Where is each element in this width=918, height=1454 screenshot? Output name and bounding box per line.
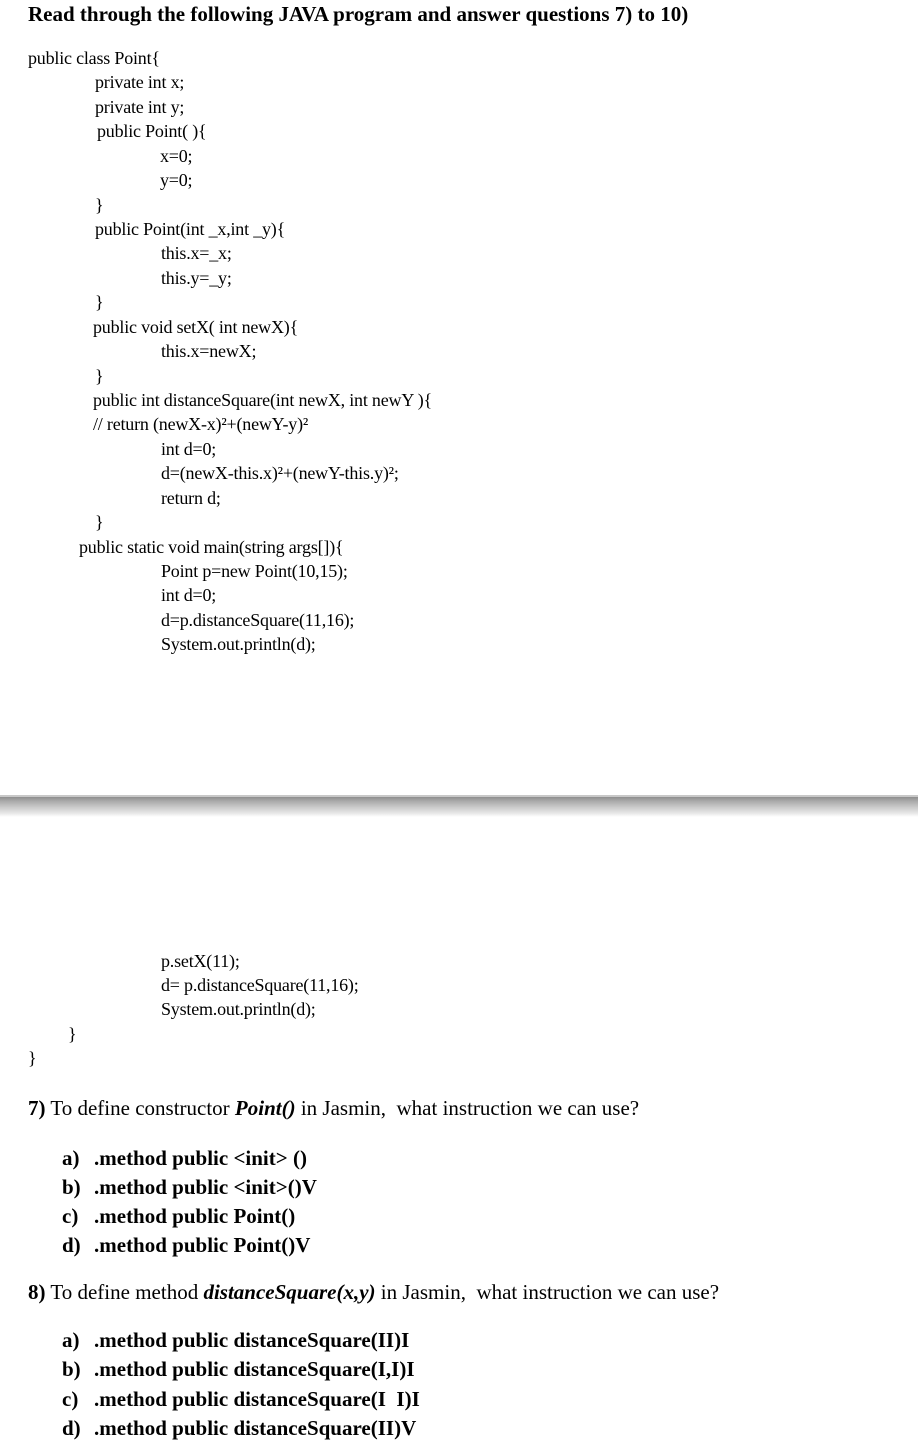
option-letter: d) [62, 1416, 81, 1440]
question-text: in Jasmin, what instruction we can use? [375, 1280, 720, 1304]
code-line: public Point(int _x,int _y){ [95, 219, 286, 239]
option-text: .method public distanceSquare(II)I [94, 1328, 410, 1352]
code-line: public int distanceSquare(int newX, int newY ){ [93, 390, 432, 410]
code-line: Point p=new Point(10,15); [161, 561, 348, 581]
page-divider [0, 797, 918, 817]
question-7 [28, 1094, 639, 1122]
code-line: } [95, 366, 104, 386]
option-text: .method public distanceSquare(I I)I [94, 1387, 420, 1411]
q8-option-a [62, 1326, 409, 1354]
option-letter: c) [62, 1387, 79, 1411]
option-text: .method public <init> () [94, 1146, 307, 1170]
code-line: } [95, 195, 104, 215]
option-letter: a) [62, 1146, 80, 1170]
code-line: p.setX(11); [161, 951, 240, 971]
option-text: .method public Point()V [94, 1233, 311, 1257]
instructions-heading: Read through the following JAVA program and answer questions 7) to 10) [28, 2, 689, 26]
q7-option-a [62, 1144, 307, 1172]
option-letter: b) [62, 1175, 81, 1199]
code-line: this.y=_y; [161, 268, 232, 288]
q8-option-c [62, 1385, 420, 1413]
code-line: // return (newX-x)²+(newY-y)² [93, 414, 309, 434]
option-text: .method public <init>()V [94, 1175, 317, 1199]
code-line: d= p.distanceSquare(11,16); [161, 975, 359, 995]
question-text: in Jasmin, what instruction we can use? [295, 1096, 640, 1120]
code-line: public Point( ){ [97, 121, 207, 141]
q7-option-b [62, 1173, 317, 1201]
option-letter: a) [62, 1328, 80, 1352]
question-text: To define constructor [45, 1096, 235, 1120]
question-number: 7) [28, 1096, 46, 1120]
q7-option-c [62, 1202, 295, 1230]
code-line: x=0; [160, 146, 193, 166]
question-text: To define method [45, 1280, 204, 1304]
code-line: private int x; [95, 72, 185, 92]
code-line: public static void main(string args[]){ [79, 537, 344, 557]
code-line: } [28, 1048, 37, 1068]
code-line: d=p.distanceSquare(11,16); [161, 610, 355, 630]
code-line: y=0; [160, 170, 193, 190]
code-line: } [68, 1024, 77, 1044]
code-line: this.x=_x; [161, 243, 232, 263]
code-line: int d=0; [161, 585, 217, 605]
option-text: .method public distanceSquare(I,I)I [94, 1357, 415, 1381]
q7-option-d [62, 1231, 310, 1259]
code-line: public class Point{ [28, 48, 160, 68]
code-line: private int y; [95, 97, 185, 117]
question-term: Point() [234, 1096, 296, 1120]
code-line: public void setX( int newX){ [93, 317, 299, 337]
option-letter: d) [62, 1233, 81, 1257]
option-letter: b) [62, 1357, 81, 1381]
code-line: d=(newX-this.x)²+(newY-this.y)²; [161, 463, 399, 483]
question-number: 8) [28, 1280, 46, 1304]
code-line: System.out.println(d); [161, 999, 316, 1019]
q8-option-d [62, 1414, 416, 1442]
code-line: } [95, 292, 104, 312]
option-letter: c) [62, 1204, 79, 1228]
code-line: } [95, 512, 104, 532]
q8-option-b [62, 1355, 415, 1383]
question-8 [28, 1278, 719, 1306]
option-text: .method public Point() [94, 1204, 296, 1228]
code-line: System.out.println(d); [161, 634, 316, 654]
code-line: int d=0; [161, 439, 217, 459]
question-term: distanceSquare(x,y) [203, 1280, 376, 1304]
option-text: .method public distanceSquare(II)V [94, 1416, 417, 1440]
code-line: this.x=newX; [161, 341, 257, 361]
code-line: return d; [161, 488, 221, 508]
